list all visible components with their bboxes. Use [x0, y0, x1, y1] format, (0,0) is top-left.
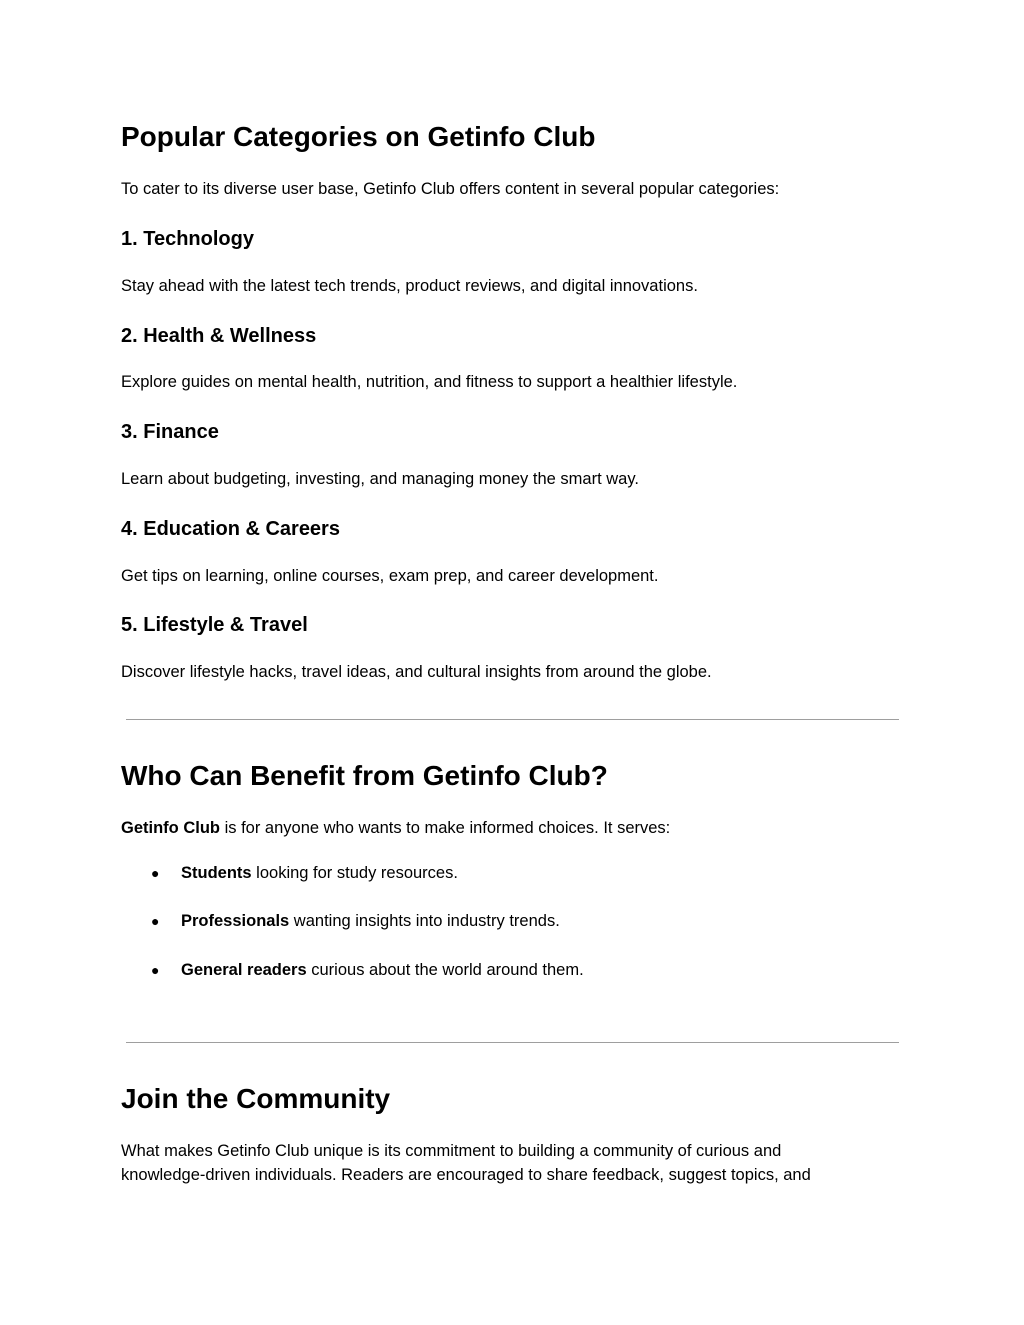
section-intro: To cater to its diverse user base, Getinfo Club offers content in several popular categories: [121, 180, 780, 198]
category-text-technology: Stay ahead with the latest tech trends, product reviews, and digital innovations. [121, 277, 698, 295]
list-item-rest: curious about the world around them. [306, 961, 584, 979]
community-paragraph-line: knowledge-driven individuals. Readers are encouraged to share feedback, suggest topics, and [121, 1166, 811, 1184]
category-heading-technology: 1. Technology [121, 228, 254, 250]
bullet-icon: ● [151, 962, 160, 978]
bullet-icon: ● [151, 865, 160, 881]
category-text-finance: Learn about budgeting, investing, and managing money the smart way. [121, 470, 639, 488]
section-title-join-community: Join the Community [121, 1083, 391, 1114]
category-heading-health: 2. Health & Wellness [121, 325, 317, 347]
category-text-health: Explore guides on mental health, nutrition, and fitness to support a healthier lifestyle. [121, 373, 738, 391]
list-item-rest: wanting insights into industry trends. [289, 912, 560, 930]
horizontal-divider [126, 719, 899, 720]
category-heading-finance: 3. Finance [121, 421, 219, 443]
list-item-rest: looking for study resources. [251, 864, 458, 882]
section-title-popular-categories: Popular Categories on Getinfo Club [121, 121, 596, 152]
bullet-icon: ● [151, 913, 160, 929]
community-paragraph-line: What makes Getinfo Club unique is its commitment to building a community of curious and [121, 1142, 782, 1160]
intro-rest: is for anyone who wants to make informed choices. It serves: [219, 819, 671, 837]
list-item-bold: Students [181, 864, 252, 882]
section-intro [121, 817, 670, 839]
list-item [181, 862, 458, 884]
horizontal-divider [126, 1042, 899, 1043]
brand-name-bold: Getinfo Club [121, 819, 220, 837]
category-heading-lifestyle: 5. Lifestyle & Travel [121, 614, 308, 636]
list-item-bold: Professionals [181, 912, 290, 930]
list-item [181, 910, 560, 932]
list-item-bold: General readers [181, 961, 307, 979]
category-text-education: Get tips on learning, online courses, exam prep, and career development. [121, 567, 659, 585]
section-title-who-can-benefit: Who Can Benefit from Getinfo Club? [121, 760, 608, 791]
category-text-lifestyle: Discover lifestyle hacks, travel ideas, and cultural insights from around the globe. [121, 663, 712, 681]
list-item [181, 959, 584, 981]
category-heading-education: 4. Education & Careers [121, 518, 340, 540]
